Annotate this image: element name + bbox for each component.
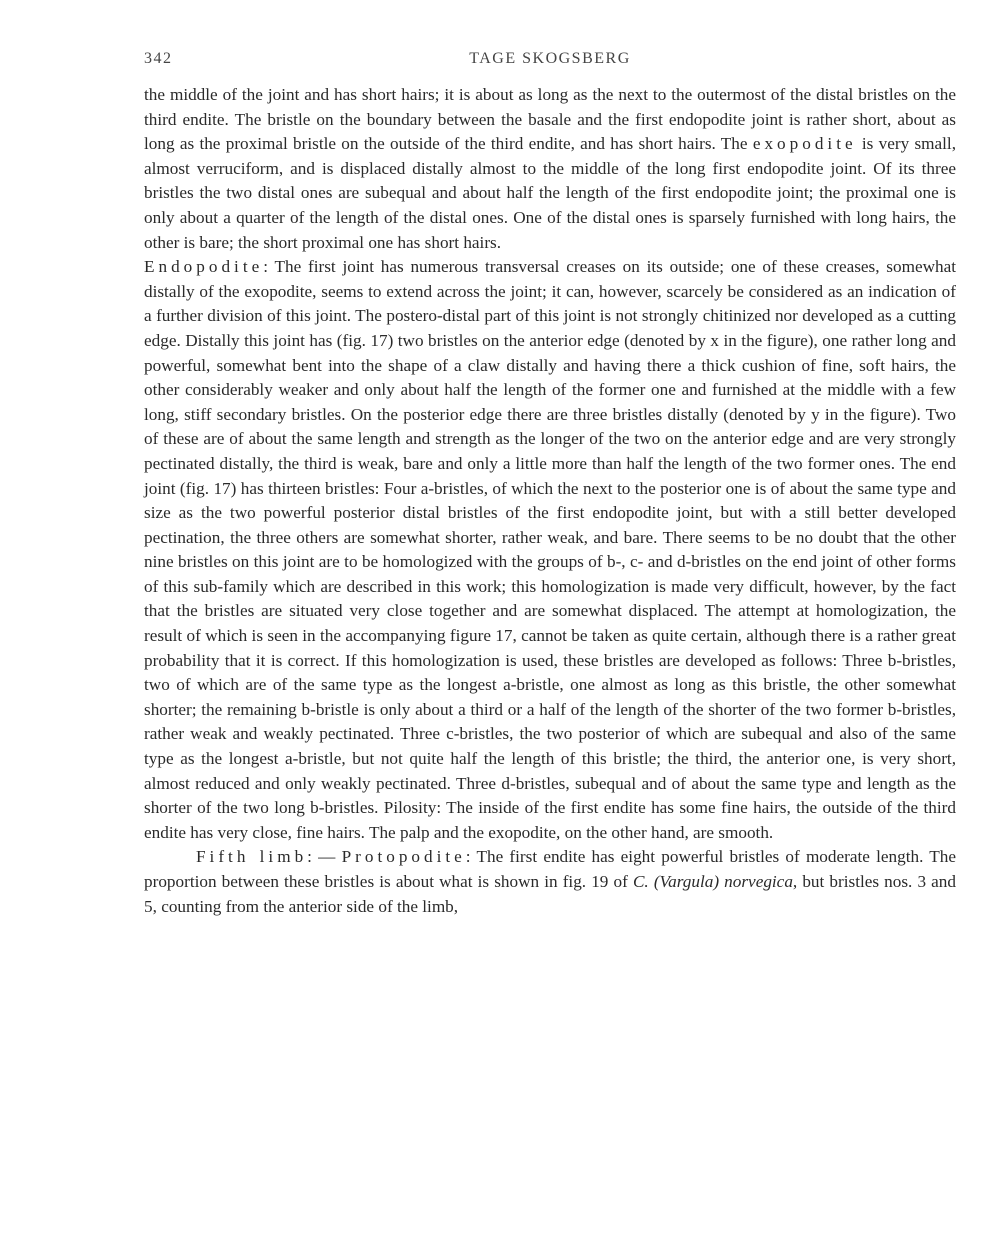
- text-run: : —: [307, 847, 342, 867]
- paragraph: [144, 845, 956, 919]
- body-text: [144, 83, 956, 919]
- spaced-term: Fifth limb: [196, 847, 308, 867]
- running-title: TAGE SKOGSBERG: [469, 50, 631, 67]
- spaced-term: Protopodite: [341, 847, 466, 867]
- spaced-term: Endopodite: [144, 257, 264, 277]
- spaced-term: exopodite: [752, 134, 857, 154]
- paragraph: [144, 83, 956, 255]
- species-name: C. (Vargula) norvegica: [632, 872, 793, 891]
- text-run: , but bristles nos. 3 and 5, counting from the anterior side of the limb,: [144, 872, 956, 916]
- paragraph: [144, 255, 956, 845]
- page-header: [144, 50, 956, 76]
- text-run: the middle of the joint and has short hairs; it is about as long as the next to the outermost of the distal bristles on the third endite. The bristle on the boundary between the basale and the first endopodite joint is rather short, about as long as the proximal bristle on the outside of the third endite, and has short hairs. The: [144, 85, 956, 154]
- text-run: is very small, almost verruciform, and is displaced distally almost to the middle of the long first endopodite joint. Of its three bristles the two distal ones are subequal and about half the length of the first endopodite joint; the proximal one is only about a quarter of the length of the distal ones. One of the distal ones is sparsely furnished with long hairs, the other is bare; the short proximal one has short hairs.: [144, 134, 956, 252]
- text-run: : The first endite has eight powerful bristles of moderate length. The proportion between these bristles is about what is shown in fig. 19 of: [144, 847, 956, 891]
- page-number: 342: [144, 50, 173, 67]
- text-run: : The first joint has numerous transversal creases on its outside; one of these creases, somewhat distally of the exopodite, seems to extend across the joint; it can, however, scarcely be considered as an indication of a further division of this joint. The postero-distal part of this joint is not strongly chitinized nor developed as a cutting edge. Distally this joint has (fig. 17) two bristles on the anterior edge (denoted by x in the figure), one rather long and powerful, somewhat bent into the shape of a claw distally and having there a thick cushion of fine, soft hairs, the other considerably weaker and only about half the length of the former one and furnished at the middle with a few long, stiff secondary bristles. On the posterior edge there are three bristles distally (denoted by y in the figure). Two of these are of about the same length and strength as the longer of the two on the anterior edge and are very strongly pectinated distally, the third is weak, bare and only a little more than half the length of the two former ones. The end joint (fig. 17) has thirteen bristles: Four a-bristles, of which the next to the posterior one is of about the same type and size as the two powerful posterior distal bristles of the first endopodite joint, but with a still better developed pectination, the three others are somewhat shorter, rather weak, and bare. There seems to be no doubt that the other nine bristles on this joint are to be homologized with the groups of b-, c- and d-bristles on the end joint of other forms of this sub-family which are described in this work; this homologization is made very difficult, however, by the fact that the bristles are situated very close together and are somewhat displaced. The attempt at homologization, the result of which is seen in the accompanying figure 17, cannot be taken as quite certain, although there is a rather great probability that it is correct. If this homologization is used, these bristles are developed as follows: Three b-bristles, two of which are of the same type as the longest a-bristle, one almost as long as this bristle, the other somewhat shorter; the remaining b-bristle is only about a third or a half of the length of the shorter of the two former b-bristles, rather weak and weakly pectinated. Three c-bristles, the two posterior of which are subequal and also of the same type as the longest a-bristle, but not quite half the length of this bristle; the third, the anterior one, is very short, almost reduced and only weakly pectinated. Three d-bristles, subequal and of about the same type and length as the shorter of the two long b-bristles. Pilosity: The inside of the first endite has some fine hairs, the outside of the third endite has very close, fine hairs. The palp and the exopodite, on the other hand, are smooth.: [144, 257, 956, 842]
